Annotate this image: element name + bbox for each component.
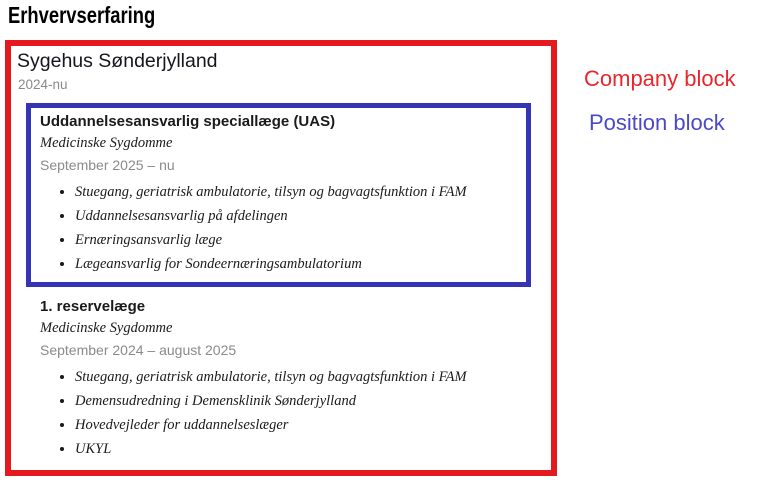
duty-item: • Stuegang, geriatrisk ambulatorie, tilsyn og bagvagtsfunktion i FAM: [75, 369, 545, 386]
position-title: 1. reservelæge: [40, 298, 146, 315]
position-title: Uddannelsesansvarlig speciallæge (UAS): [40, 113, 336, 130]
position-period: September 2024 – august 2025: [40, 342, 237, 358]
page-title: Erhvervserfaring: [8, 2, 156, 28]
company-block-annotation-label: Company block: [584, 66, 736, 91]
company-name: Sygehus Sønderjylland: [17, 50, 218, 72]
duty-item: • UKYL: [75, 441, 545, 458]
duty-list: [40, 184, 526, 273]
company-block: [5, 40, 557, 476]
duty-item: • Ernæringsansvarlig læge: [75, 232, 526, 249]
position-department: Medicinske Sygdomme: [40, 135, 173, 151]
duty-list: [40, 369, 545, 458]
position-period: September 2025 – nu: [40, 157, 175, 173]
position-block-reservelaege: [40, 297, 545, 458]
duty-item: • Stuegang, geriatrisk ambulatorie, tilsyn og bagvagtsfunktion i FAM: [75, 184, 526, 201]
position-block-uas: [26, 103, 531, 287]
duty-item: • Demensudredning i Demensklinik Sønderjylland: [75, 393, 545, 410]
duty-item: • Hovedvejleder for uddannelseslæger: [75, 417, 545, 434]
company-period: 2024-nu: [18, 77, 68, 92]
position-department: Medicinske Sygdomme: [40, 320, 173, 336]
duty-item: • Lægeansvarlig for Sondeernæringsambulatorium: [75, 256, 526, 273]
duty-item: • Uddannelsesansvarlig på afdelingen: [75, 208, 526, 225]
position-block-annotation-label: Position block: [589, 110, 725, 135]
